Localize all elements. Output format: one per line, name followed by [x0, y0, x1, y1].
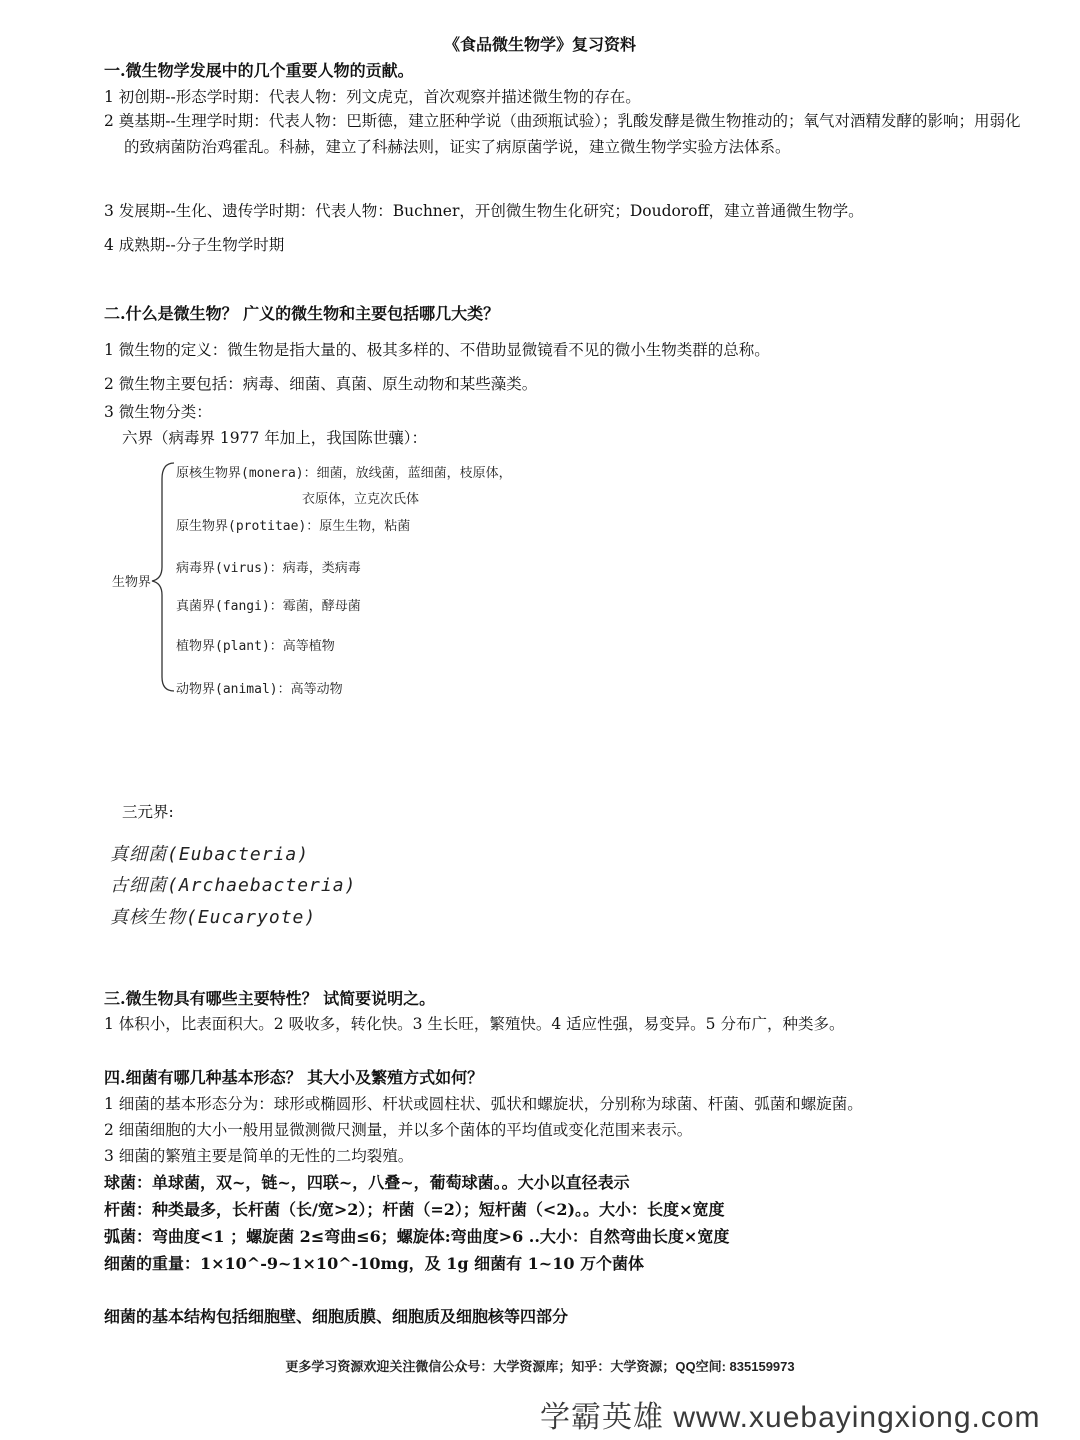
tree-branch-monera-cont: 衣原体，立克次氏体 [302, 492, 420, 507]
section1-item-3: 3 发展期--生化、遗传学时期：代表人物：Buchner，开创微生物生化研究；Doudoroff，建立普通微生物学。 [104, 202, 864, 220]
domain-eucaryote: 真核生物(Eucaryote) [110, 907, 317, 928]
tree-branch-animal: 动物界(animal)：高等动物 [176, 682, 343, 697]
section1-item-4: 4 成熟期--分子生物学时期 [104, 236, 285, 254]
domain-archaebacteria: 古细菌(Archaebacteria) [110, 875, 357, 896]
section2-item-2: 2 微生物主要包括：病毒、细菌、真菌、原生动物和某些藻类。 [104, 375, 538, 393]
section2-heading: 二.什么是微生物？ 广义的微生物和主要包括哪几大类？ [104, 304, 500, 323]
bacteria-structure-line: 细菌的基本结构包括细胞壁、细胞质膜、细胞质及细胞核等四部分 [104, 1307, 569, 1326]
section3-heading: 三.微生物具有哪些主要特性？ 试简要说明之。 [104, 989, 436, 1008]
vibrio-line: 弧菌：弯曲度<1 ；螺旋菌 2≤弯曲≤6；螺旋体:弯曲度>6 ..大小：自然弯曲长度×宽度 [104, 1227, 730, 1246]
tree-branch-fungi: 真菌界(fangi)：霉菌，酵母菌 [176, 599, 361, 614]
section4-item-2: 2 细菌细胞的大小一般用显微测微尺测量，并以多个菌体的平均值或变化范围来表示。 [104, 1121, 693, 1139]
three-domains-label: 三元界: [122, 803, 174, 821]
tree-branch-monera: 原核生物界(monera)：细菌，放线菌，蓝细菌，枝原体， [176, 466, 512, 481]
footer-note: 更多学习资源欢迎关注微信公众号：大学资源库；知乎：大学资源；QQ空间: 835159973 [285, 1359, 795, 1374]
section2-item-1: 1 微生物的定义：微生物是指大量的、极其多样的、不借助显微镜看不见的微小生物类群的总称。 [104, 341, 770, 359]
section1-item-2: 2 奠基期--生理学时期：代表人物：巴斯德，建立胚种学说（曲颈瓶试验）；乳酸发酵是微生物推动的；氧气对酒精发酵的影响；用弱化的致病菌防治鸡霍乱。科赫，建立了科赫法则，证实了病原菌学说，建立微生物学实验方法体系。 [104, 112, 1021, 156]
tree-branch-protitae: 原生物界(protitae)：原生生物，粘菌 [176, 519, 411, 534]
section1-item-1: 1 初创期--形态学时期：代表人物：列文虎克，首次观察并描述微生物的存在。 [104, 88, 641, 106]
section3-text: 1 体积小，比表面积大。2 吸收多，转化快。3 生长旺，繁殖快。4 适应性强，易变异。5 分布广，种类多。 [104, 1015, 845, 1033]
cocci-line: 球菌：单球菌，双~，链~，四联~，八叠~，葡萄球菌。。大小以直径表示 [104, 1173, 630, 1192]
domain-eubacteria: 真细菌(Eubacteria) [110, 844, 310, 865]
bacilli-line: 杆菌：种类最多，长杆菌（长/宽>2）；杆菌（=2）；短杆菌（<2)。。大小：长度×宽度 [104, 1200, 725, 1219]
tree-root: 生物界 [112, 575, 152, 590]
section4-heading: 四.细菌有哪几种基本形态？ 其大小及繁殖方式如何？ [104, 1068, 484, 1087]
bacteria-weight-line: 细菌的重量：1×10^-9~1×10^-10mg，及 1g 细菌有 1~10 万个菌体 [104, 1254, 645, 1273]
page-title: 《食品微生物学》复习资料 [443, 35, 636, 54]
watermark: 学霸英雄 www.xuebayingxiong.com [540, 1401, 1041, 1434]
section2-item-3: 3 微生物分类： [104, 403, 212, 421]
tree-branch-virus: 病毒界(virus)：病毒，类病毒 [176, 561, 361, 576]
section4-item-1: 1 细菌的基本形态分为：球形或椭圆形、杆状或圆柱状、弧状和螺旋状，分别称为球菌、杆菌、弧菌和螺旋菌。 [104, 1095, 863, 1113]
tree-branch-plant: 植物界(plant)：高等植物 [176, 639, 335, 654]
section1-heading: 一.微生物学发展中的几个重要人物的贡献。 [104, 61, 414, 80]
six-kingdoms-label: 六界（病毒界 1977 年加上，我国陈世骧）： [122, 429, 428, 447]
section4-item-3: 3 细菌的繁殖主要是简单的无性的二均裂殖。 [104, 1147, 414, 1165]
